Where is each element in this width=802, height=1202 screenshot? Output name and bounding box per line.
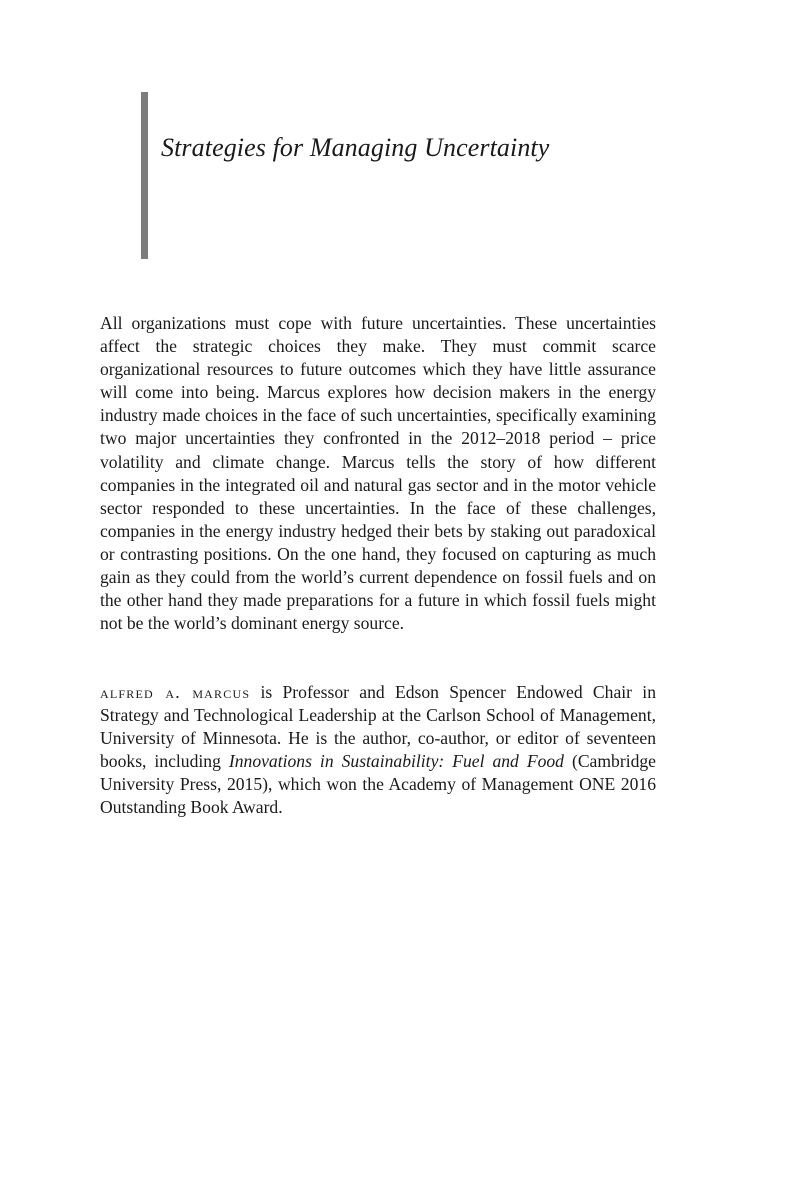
author-bio-award: (Cambridge University Press, 2015), which won the Academy of Management ONE 2016 Outstanding Book Award. — [100, 751, 656, 818]
author-bio-text: is Professor and Edson Spencer Endowed Chair in Strategy and Technological Leadership at the Carlson School of Management, University of Minnesota. He is the author, co-author, or editor of seventeen books, including — [100, 682, 656, 772]
author-bio — [100, 681, 656, 820]
book-summary: All organizations must cope with future uncertainties. These uncertainties affect the strategic choices they make. They must commit scarce organizational resources to future outcomes which they have little assurance will come into being. Marcus explores how decision makers in the energy industry made choices in the face of such uncertainties, specifically examining two major uncertainties they confronted in the 2012–2018 period – price volatility and climate change. Marcus tells the story of how different companies in the integrated oil and natural gas sector and in the motor vehicle sector responded to these uncertainties. In the face of these challenges, companies in the energy industry hedged their bets by staking out paradoxical or contrasting positions. On the one hand, they focused on capturing as much gain as they could from the world’s current dependence on fossil fuels and on the other hand they made preparations for a future in which fossil fuels might not be the world’s dominant energy source. — [100, 313, 656, 634]
book-title: Strategies for Managing Uncertainty — [161, 133, 550, 162]
cited-book-title: Innovations in Sustainability: Fuel and Food — [228, 751, 564, 772]
author-name: alfred a. marcus — [100, 682, 251, 702]
title-accent-bar — [141, 92, 148, 259]
